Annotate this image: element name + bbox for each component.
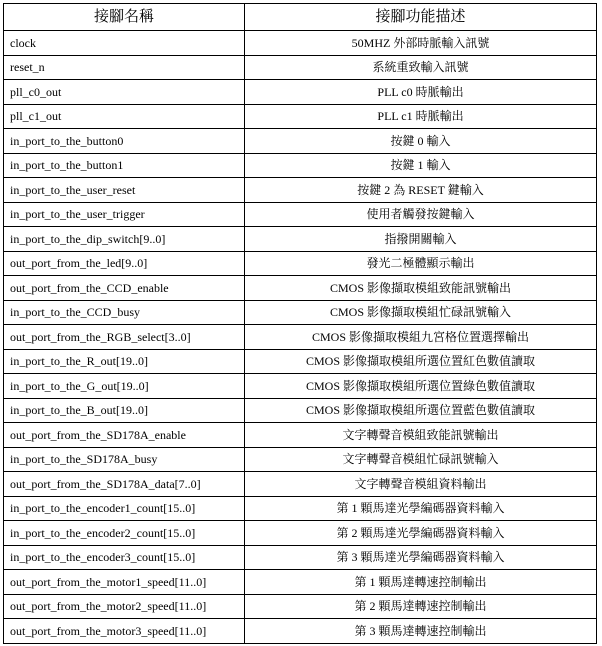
pin-name-cell: out_port_from_the_SD178A_data[7..0] xyxy=(4,472,245,497)
pin-description-cell: 第 1 顆馬達光學編碼器資料輸入 xyxy=(245,496,597,521)
table-row xyxy=(4,570,597,595)
table-row xyxy=(4,129,597,154)
table-row xyxy=(4,80,597,105)
pin-description-cell: 文字轉聲音模組忙碌訊號輸入 xyxy=(245,447,597,472)
table-row xyxy=(4,325,597,350)
pin-name-cell: reset_n xyxy=(4,55,245,80)
table-row xyxy=(4,496,597,521)
pin-description-cell: 50MHZ 外部時脈輸入訊號 xyxy=(245,31,597,56)
table-row xyxy=(4,276,597,301)
pin-name-cell: in_port_to_the_dip_switch[9..0] xyxy=(4,227,245,252)
table-row xyxy=(4,300,597,325)
table-row xyxy=(4,227,597,252)
pin-name-cell: in_port_to_the_user_reset xyxy=(4,178,245,203)
pin-description-cell: 第 2 顆馬達光學編碼器資料輸入 xyxy=(245,521,597,546)
table-row xyxy=(4,521,597,546)
table-row xyxy=(4,594,597,619)
pin-description-cell: CMOS 影像擷取模組所選位置紅色數值讀取 xyxy=(245,349,597,374)
table-row xyxy=(4,251,597,276)
pin-description-cell: 按鍵 1 輸入 xyxy=(245,153,597,178)
table-row xyxy=(4,178,597,203)
pin-description-cell: 第 3 顆馬達光學編碼器資料輸入 xyxy=(245,545,597,570)
table-row xyxy=(4,55,597,80)
pin-description-cell: 第 2 顆馬達轉速控制輸出 xyxy=(245,594,597,619)
pin-description-cell: CMOS 影像擷取模組所選位置藍色數值讀取 xyxy=(245,398,597,423)
pin-name-cell: in_port_to_the_R_out[19..0] xyxy=(4,349,245,374)
table-row xyxy=(4,104,597,129)
pin-name-cell: in_port_to_the_encoder2_count[15..0] xyxy=(4,521,245,546)
pin-name-cell: out_port_from_the_RGB_select[3..0] xyxy=(4,325,245,350)
table-row xyxy=(4,545,597,570)
pin-name-cell: in_port_to_the_SD178A_busy xyxy=(4,447,245,472)
pin-description-cell: CMOS 影像擷取模組所選位置綠色數值讀取 xyxy=(245,374,597,399)
pin-description-cell: PLL c0 時脈輸出 xyxy=(245,80,597,105)
pin-description-cell: PLL c1 時脈輸出 xyxy=(245,104,597,129)
pin-name-cell: in_port_to_the_button1 xyxy=(4,153,245,178)
pin-name-cell: out_port_from_the_CCD_enable xyxy=(4,276,245,301)
pin-description-cell: 發光二極體顯示輸出 xyxy=(245,251,597,276)
table-row xyxy=(4,202,597,227)
pin-description-cell: 第 1 顆馬達轉速控制輸出 xyxy=(245,570,597,595)
pin-name-cell: out_port_from_the_SD178A_enable xyxy=(4,423,245,448)
table-row xyxy=(4,619,597,644)
pin-name-cell: in_port_to_the_G_out[19..0] xyxy=(4,374,245,399)
pin-name-cell: clock xyxy=(4,31,245,56)
table-row xyxy=(4,447,597,472)
table-row xyxy=(4,423,597,448)
pin-name-cell: in_port_to_the_CCD_busy xyxy=(4,300,245,325)
table-row xyxy=(4,472,597,497)
pin-description-cell: 按鍵 0 輸入 xyxy=(245,129,597,154)
table-row xyxy=(4,31,597,56)
table-row xyxy=(4,398,597,423)
pin-table xyxy=(3,3,597,644)
pin-description-cell: 文字轉聲音模組致能訊號輸出 xyxy=(245,423,597,448)
header-pin-name: 接腳名稱 xyxy=(4,4,245,31)
pin-name-cell: out_port_from_the_motor2_speed[11..0] xyxy=(4,594,245,619)
pin-name-cell: in_port_to_the_encoder1_count[15..0] xyxy=(4,496,245,521)
pin-table-container xyxy=(3,3,597,644)
pin-name-cell: in_port_to_the_B_out[19..0] xyxy=(4,398,245,423)
pin-description-cell: 系統重致輸入訊號 xyxy=(245,55,597,80)
pin-name-cell: in_port_to_the_user_trigger xyxy=(4,202,245,227)
pin-description-cell: 文字轉聲音模組資料輸出 xyxy=(245,472,597,497)
pin-name-cell: in_port_to_the_button0 xyxy=(4,129,245,154)
pin-description-cell: 第 3 顆馬達轉速控制輸出 xyxy=(245,619,597,644)
pin-name-cell: out_port_from_the_motor1_speed[11..0] xyxy=(4,570,245,595)
pin-description-cell: CMOS 影像擷取模組九宮格位置選擇輸出 xyxy=(245,325,597,350)
table-header-row xyxy=(4,4,597,31)
pin-name-cell: out_port_from_the_led[9..0] xyxy=(4,251,245,276)
table-row xyxy=(4,153,597,178)
pin-description-cell: 按鍵 2 為 RESET 鍵輸入 xyxy=(245,178,597,203)
header-pin-description: 接腳功能描述 xyxy=(245,4,597,31)
pin-description-cell: CMOS 影像擷取模組致能訊號輸出 xyxy=(245,276,597,301)
pin-name-cell: in_port_to_the_encoder3_count[15..0] xyxy=(4,545,245,570)
table-row xyxy=(4,349,597,374)
pin-name-cell: out_port_from_the_motor3_speed[11..0] xyxy=(4,619,245,644)
pin-name-cell: pll_c0_out xyxy=(4,80,245,105)
table-body xyxy=(4,31,597,644)
table-row xyxy=(4,374,597,399)
pin-description-cell: 使用者觸發按鍵輸入 xyxy=(245,202,597,227)
pin-name-cell: pll_c1_out xyxy=(4,104,245,129)
pin-description-cell: 指撥開關輸入 xyxy=(245,227,597,252)
pin-description-cell: CMOS 影像擷取模組忙碌訊號輸入 xyxy=(245,300,597,325)
